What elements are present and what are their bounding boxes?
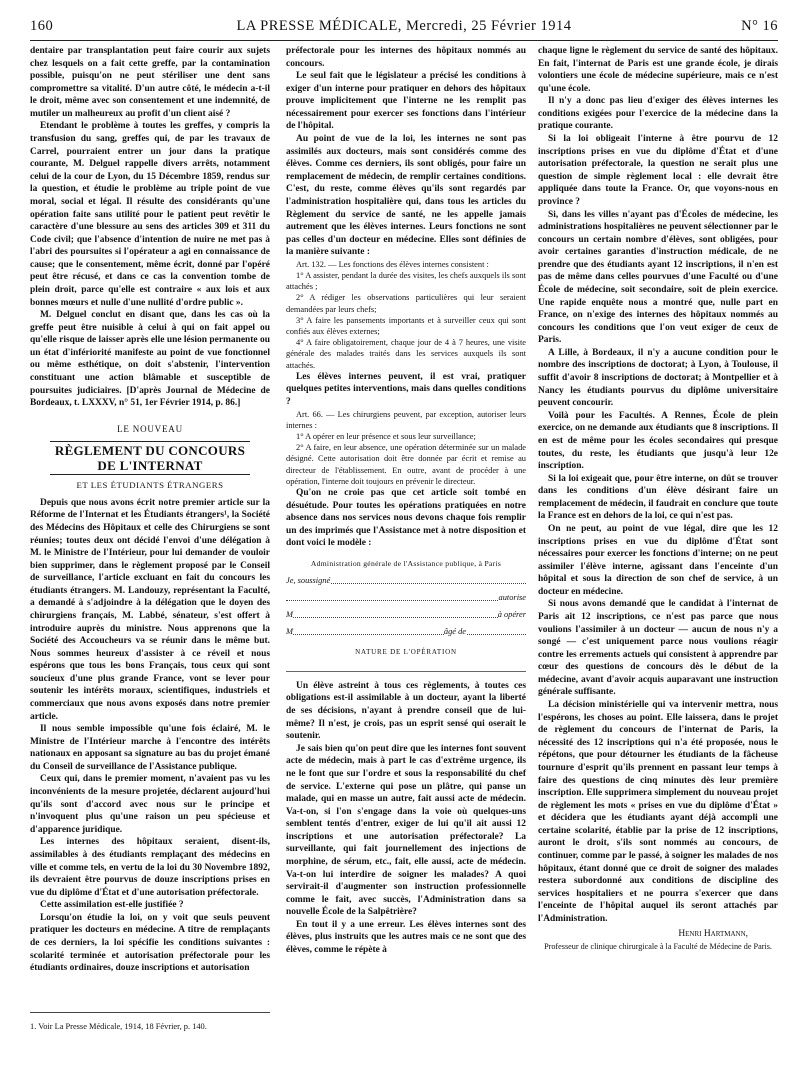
- paragraph: Si la loi exigeait que, pour être interne, on dût se trouver dans les conditions d'un élève désirant faire un remplacement de médecin, il faudrait en conclure que toute la France est en dehors de la loi, ce qui n'est pas.: [538, 473, 778, 522]
- form-label: âgé de: [444, 623, 466, 640]
- paragraph: dentaire par transplantation peut faire courir aux sujets chez lesquels on a fait cette greffe, par la contamination possible, puisqu'on ne peut stériliser une dent sans compromettre sa vitalité. D'un autre côté, le médecin a-t-il le droit, même avec son consentement et une indemnité, de mutiler un malheureux au profit d'un client aisé ?: [30, 46, 270, 119]
- running-header: [30, 18, 778, 40]
- paragraph: Les élèves internes peuvent, il est vrai, pratiquer quelques petites interventions, mais dans quelles conditions ?: [286, 371, 526, 408]
- header-rule: [30, 40, 778, 41]
- form-nature-label: NATURE DE L'OPÉRATION: [286, 644, 526, 672]
- paragraph: Si, dans les villes n'ayant pas d'Écoles de médecine, les administrations hospitalières ne peuvent sélectionner par le concours un certain nombre d'élèves, sont obligées, pour avoir certaines garanties d'instruction médicale, de ne prendre que des étudiants ayant 12 inscriptions, il n'en est pas de même dans celles pourvues d'une Faculté ou d'une École de médecine, soit secondaire, soit de plein exercice. Une rapide enquête nous a montré que, nulle part en France, on n'exige des internes des hôpitaux nommés au concours les conditions que l'on veut exiger de ceux de Paris.: [538, 209, 778, 346]
- form-label: M: [286, 623, 293, 640]
- heading-kicker: LE NOUVEAU: [117, 423, 183, 434]
- paragraph: Qu'on ne croie pas que cet article soit tombé en désuétude. Pour toutes les opérations pratiquées en notre absence dans nos services nous devons chaque fois remplir un des imprimés que l'Assistance met à notre disposition et dont voici le modèle :: [286, 488, 526, 549]
- form-line: [286, 606, 526, 623]
- form-label: autorise: [499, 589, 526, 606]
- quoted-item: 2° A rédiger les observations particulières qui leur seraient demandées par leurs chefs;: [286, 293, 526, 314]
- author-signature: Henri Hartmann,: [678, 929, 748, 940]
- journal-title: LA PRESSE MÉDICALE, Mercredi, 25 Février 1914: [236, 18, 572, 34]
- issue-number: N° 16: [741, 18, 778, 34]
- paragraph: On ne peut, au point de vue légal, dire que les 12 inscriptions prises en vue du diplôme d'État sont nécessaires pour exercer les fonctions d'interne; on ne peut assimiler l'élève interne, agissant dans l'enceinte d'un hôpital et sous la direction de son chef de service, à un docteur en médecine.: [538, 523, 778, 597]
- form-line: [286, 589, 526, 606]
- paragraph: Etendant le problème à toutes les greffes, y compris la transfusion du sang, greffes qui, de par les travaux de Carrel, pourraient entrer un jour dans la pratique courante, M. Delguel rappelle divers arrêts, notamment celui de la cour de Lyon, du 15 Décembre 1859, rendus sur la question, et étudie le problème au triple point de vue moral, social et légal. Il résulte des considérants qu'une opération faite sans utilité pour le patient peut revêtir le caractère d'une blessure au sens des articles 309 et 311 du Code civil; que l'absence d'intention de nuire ne met pas à l'abri des poursuites si l'opérateur a agi en connaissance de cause; que le consentement, même écrit, donné par l'opéré peut être récusé, et dans ce cas la convention tombe de plein droit, parce qu'elle est contraire « aux lois et aux bonnes mœurs et nulle d'une nullité d'ordre public ».: [30, 121, 270, 308]
- paragraph: chaque ligne le règlement du service de santé des hôpitaux. En fait, l'internat de Paris est une grande école, je dirais volontiers une école de médecine supérieure, mais ce n'est qu'une école.: [538, 46, 778, 94]
- quoted-article: Art. 66. — Les chirurgiens peuvent, par exception, autoriser leurs internes :: [286, 409, 526, 430]
- paragraph: Depuis que nous avons écrit notre premier article sur la Réforme de l'Internat et les Étudiants étrangers¹, la Société des Médecins des Hôpitaux et celle des Chirurgiens se sont réunies; toutes deux ont décidé l'envoi d'une délégation à M. le Ministre de l'Intérieur, pour lui demander de vouloir bien supprimer, dans le règlement proposé par le Conseil de surveillance, l'article excluant en fait du concours les étudiants étrangers. M. Landouzy, représentant la Faculté, a demandé à s'adjoindre à la délégation que le doyen des chirurgiens français, M. Labbé, sénateur, s'est offert à introduire auprès du ministre. Nous apprenons que la Société des Accoucheurs va se réunir dans le même but. Nous sommes heureux d'assister à ce réveil et nous espérons que tous les bons Français, tous ceux qui sont soucieux d'une plus grande France, vont se lever pour soutenir les intérêts moraux, scientifiques, industriels et commerciaux que nous avons exposés dans notre premier article.: [30, 497, 270, 722]
- paragraph: Les internes des hôpitaux seraient, disent-ils, assimilables à des étudiants remplaçant des médecins en ville et comme tels, en vertu de la loi du 30 Novembre 1892, ils devraient être pourvus de douze inscriptions prises en vue du diplôme d'État et d'une autorisation préfectorale.: [30, 837, 270, 898]
- paragraph: Je sais bien qu'on peut dire que les internes font souvent acte de médecin, mais à part le cas d'extrême urgence, ils ne le font que sur l'ordre et sous la responsabilité du chef de service. L'externe qui pose un plâtre, qui panse un malade, qui en masse un autre, fait aussi acte de médecin. Va-t-on, si l'on s'engage dans la voie où quelques-uns semblent tentés d'entrer, exiger de lui qu'il ait aussi 12 inscriptions et une autorisation préfectorale? La surveillante, qui fait journellement des injections de morphine, de sérum, etc., fait, elle aussi, acte de médecin. Va-t-on lui interdire de soigner les malades? A quoi servirait-il d'augmenter son instruction professionnelle comme le fait, avec succès, l'Administration dans sa nouvelle École de la Salpêtrière?: [286, 743, 526, 918]
- paragraph: Lorsqu'on étudie la loi, on y voit que seuls peuvent pratiquer les docteurs en médecine. A titre de remplaçants de ces derniers, la loi spécifie les conditions suivantes : scolarité terminée et autorisation préfectorale pour les étudiants ordinaires, douze inscriptions et autorisation: [30, 912, 270, 974]
- paragraph: Il n'y a donc pas lieu d'exiger des élèves internes les conditions exigées pour l'exercice de la médecine dans la pratique courante.: [538, 96, 778, 132]
- paragraph: A Lille, à Bordeaux, il n'y a aucune condition pour le nombre des inscriptions de doctorat; à Lyon, à Toulouse, il suffit d'avoir 8 inscriptions de doctorat; à Montpellier et à Nancy les étudiants pourvus du diplôme universitaire peuvent concourir.: [538, 347, 778, 409]
- article-heading: [30, 422, 270, 493]
- form-label: M: [286, 606, 293, 623]
- form-title: Administration générale de l'Assistance publique, à Paris: [310, 558, 502, 568]
- form-label: à opérer: [498, 606, 526, 623]
- paragraph: Si nous avons demandé que le candidat à l'internat de Paris ait 12 inscriptions, ce n'est pas parce que nous voulions l'assimiler à un docteur — aucun de nous n'y a songé — c'est uniquement parce nous voulions réagir contre les errements actuels qui consistent à apprendre par cœur des questions de concours dès le début de la médecine, avant d'avoir acquis auparavant une instruction générale suffisante.: [538, 599, 778, 698]
- quoted-item: 1° A opérer en leur présence et sous leur surveillance;: [296, 432, 476, 441]
- footnote: 1. Voir La Presse Médicale, 1914, 18 Février, p. 140.: [30, 1012, 270, 1032]
- paragraph: La décision ministérielle qui va intervenir mettra, nous l'espérons, les choses au point. Elle laissera, dans le projet de règlement du concours de l'internat de Paris, la nécessité des 12 inscriptions qui n'a été proposée, nous le répétons, que pour détourner les étudiants de la fâcheuse tournure d'esprit qu'ils prennent en passant leur temps à faire des questions de cinq minutes dès leur première inscription. Elle supprimera simplement du nouveau projet de règlement les mots « prises en vue du diplôme d'État » et décidera que les étudiants ayant déjà accompli une certaine scolarité, établie par la prise de 12 inscriptions, auront le droit, s'ils sont nommés au concours, de continuer, comme par le passé, à soigner les malades de nos hôpitaux, étant donné que ce droit de soigner des malades restera subordonné aux conditions de discipline des services hospitaliers et ne pourra s'exercer que dans l'enceinte de l'hôpital auquel ils seront attachés par l'Administration.: [538, 700, 778, 924]
- paragraph: Le seul fait que le législateur a précisé les conditions à exiger d'un interne pour pratiquer en dehors des hôpitaux prouve implicitement que l'interne ne les remplit pas nécessairement pour exercer ses fonctions dans l'intérieur de l'hôpital.: [286, 71, 526, 132]
- paragraph: M. Delguel conclut en disant que, dans les cas où la greffe peut être nuisible à celui à qui on fait appel ou qu'elle risque de laisser après elle une lésion permanente ou un état d'infériorité manifeste au point de vue fonctionnel ou même esthétique, on doit s'abstenir, l'intervention constituant une action blâmable et susceptible de poursuites judiciaires. [D'après Journal de Médecine de Bordeaux, t. LXXXV, n° 51, 1er Février 1914, p. 86.]: [30, 310, 270, 409]
- paragraph: Au point de vue de la loi, les internes ne sont pas assimilés aux docteurs, mais sont considérés comme des élèves. Comme ces derniers, ils sont obligés, pour faire un remplacement de médecin, de remplir certaines conditions. C'est, du reste, comme élèves qu'ils sont regardés par l'administration hospitalière qui, dans tous les articles du Règlement du service de santé, ne les appelle jamais autrement que les élèves internes. Leurs fonctions ne sont pas celles d'un docteur en médecine. Elles sont définies de la manière suivante :: [286, 134, 526, 258]
- paragraph: Il nous semble impossible qu'une fois éclairé, M. le Ministre de l'Intérieur marche à l'encontre des intérêts nationaux en apposant sa signature au bas du projet émané du Conseil de surveillance de l'Assistance publique.: [30, 724, 270, 772]
- paragraph: préfectorale pour les internes des hôpitaux nommés au concours.: [286, 46, 526, 69]
- paragraph: Cette assimilation est-elle justifiée ?: [40, 900, 184, 911]
- column-2: [286, 45, 526, 957]
- column-3: [538, 45, 778, 952]
- paragraph: Ceux qui, dans le premier moment, n'avaient pas vu les inconvénients de la mesure projetée, déclarent aujourd'hui qu'ils sont d'accord avec nous sur le principe et n'invoquent plus qu'une raison un peu spécieuse et d'apparence juridique.: [30, 774, 270, 835]
- paragraph: Si la loi obligeait l'interne à être pourvu de 12 inscriptions prises en vue du diplôme d'État et d'une autorisation préfectorale, la question ne serait plus une question de simple règlement local : elle devrait être appliquée dans toute la France. Or, que voyons-nous en province ?: [538, 134, 778, 207]
- heading-subtitle: ET LES ÉTUDIANTS ÉTRANGERS: [76, 479, 224, 490]
- page-number: 160: [30, 18, 54, 34]
- form-line: [286, 572, 526, 589]
- paragraph: Un élève astreint à tous ces règlements, à toutes ces obligations est-il assimilable à un docteur, ayant la liberté de ses décisions, n'ayant à prendre conseil que de lui-même? Il n'est, je crois, pas un esprit sensé qui oserait le soutenir.: [286, 680, 526, 742]
- form-template: [286, 555, 526, 672]
- author-title: Professeur de clinique chirurgicale à la Faculté de Médecine de Paris.: [544, 942, 772, 952]
- quoted-item: 4° A faire obligatoirement, chaque jour de 4 à 7 heures, une visite générale des malades traités dans les services auxquels ils sont attachés.: [286, 338, 526, 370]
- quoted-item: 2° A faire, en leur absence, une opération déterminée sur un malade désigné. Cette autorisation doit être donnée par écrit et remise au directeur de l'établissement. En outre, avant de procéder à une opération, l'interne doit toujours en prévenir le directeur.: [286, 443, 526, 486]
- form-label: Je, soussigné: [286, 572, 330, 589]
- quoted-item: 1° A assister, pendant la durée des visites, les chefs auxquels ils sont attachés ;: [286, 271, 526, 292]
- form-line: [286, 623, 526, 640]
- paragraph: Voilà pour les Facultés. A Rennes, École de plein exercice, on ne demande aux étudiants que 8 inscriptions. Il en est de même pour les écoles secondaires qui presque toutes, du reste, les étudiants que jusqu'à leur 12e inscription.: [538, 410, 778, 472]
- heading-title: RÈGLEMENT DU CONCOURS DE L'INTERNAT: [50, 441, 250, 475]
- paragraph: En tout il y a une erreur. Les élèves internes sont des élèves, plus instruits que les autres mais ce ne sont que des élèves, comme le répète à: [286, 919, 526, 956]
- quoted-article: Art. 132. — Les fonctions des élèves internes consistent :: [296, 259, 489, 269]
- column-1: [30, 45, 270, 975]
- quoted-item: 3° A faire les pansements importants et à surveiller ceux qui sont confiés aux élèves externes;: [286, 315, 526, 337]
